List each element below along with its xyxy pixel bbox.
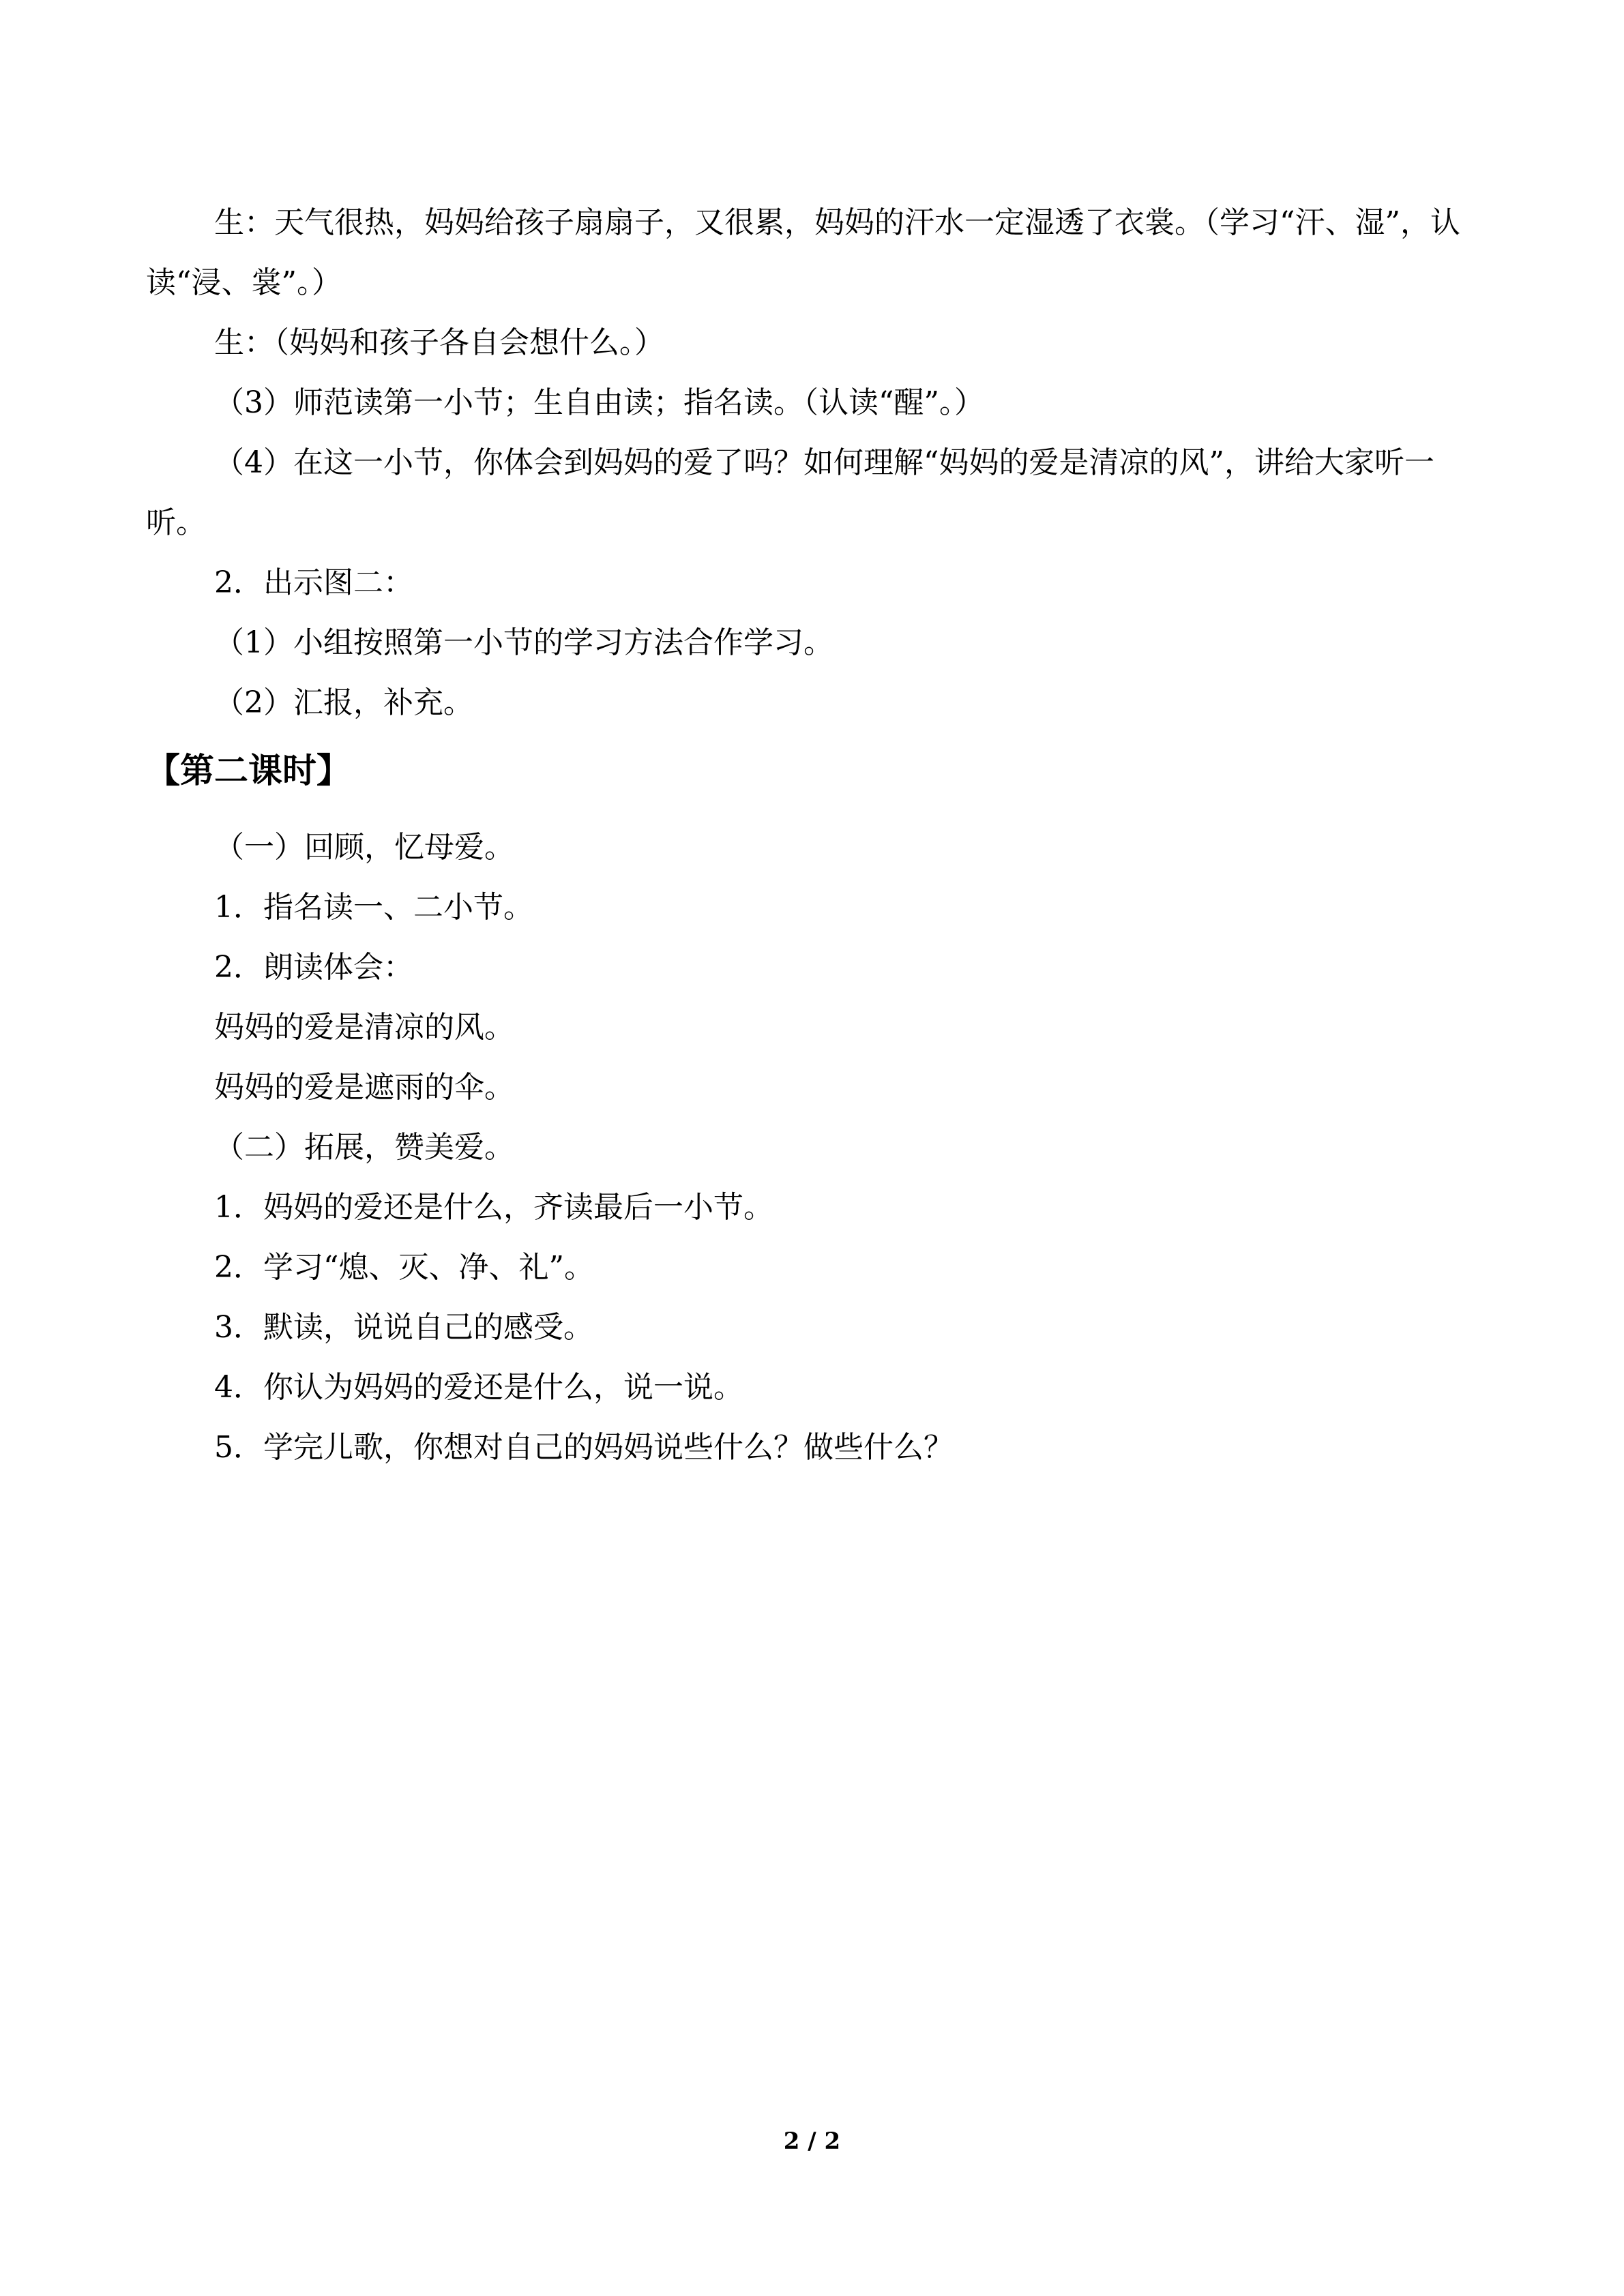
paragraph: 5．学完儿歌，你想对自己的妈妈说些什么？做些什么？ (214, 1430, 954, 1465)
paragraph: （3）师范读第一小节；生自由读；指名读。（认读“醒”。） (214, 385, 984, 420)
section-heading: 【第二课时】 (146, 751, 351, 790)
paragraph: 妈妈的爱是遮雨的伞。 (214, 1070, 514, 1105)
paragraph: 1．指名读一、二小节。 (214, 890, 533, 925)
paragraph: （4）在这一小节，你体会到妈妈的爱了吗？如何理解“妈妈的爱是清凉的风”，讲给大家听一听。 (146, 445, 1434, 540)
paragraph: （一）回顾，忆母爱。 (214, 830, 514, 865)
paragraph: 生：天气很热，妈妈给孩子扇扇子，又很累，妈妈的汗水一定湿透了衣裳。（学习“汗、湿”，认读“浸、裳”。） (146, 205, 1460, 300)
paragraph: 2．学习“熄、灭、净、礼”。 (214, 1250, 594, 1285)
document-body (146, 193, 1483, 1478)
paragraph: 3．默读，说说自己的感受。 (214, 1310, 593, 1345)
paragraph: 妈妈的爱是清凉的风。 (214, 1010, 514, 1045)
paragraph: 2．朗读体会： (214, 950, 413, 985)
paragraph: （2）汇报，补充。 (214, 685, 473, 720)
paragraph: 2．出示图二： (214, 565, 413, 600)
paragraph: （1）小组按照第一小节的学习方法合作学习。 (214, 625, 833, 660)
paragraph: 生：（妈妈和孩子各自会想什么。） (214, 325, 664, 360)
paragraph: （二）拓展，赞美爱。 (214, 1130, 514, 1165)
paragraph: 1．妈妈的爱还是什么，齐读最后一小节。 (214, 1190, 773, 1225)
paragraph: 4．你认为妈妈的爱还是什么，说一说。 (214, 1370, 743, 1405)
page-number: 2 / 2 (783, 2128, 841, 2155)
